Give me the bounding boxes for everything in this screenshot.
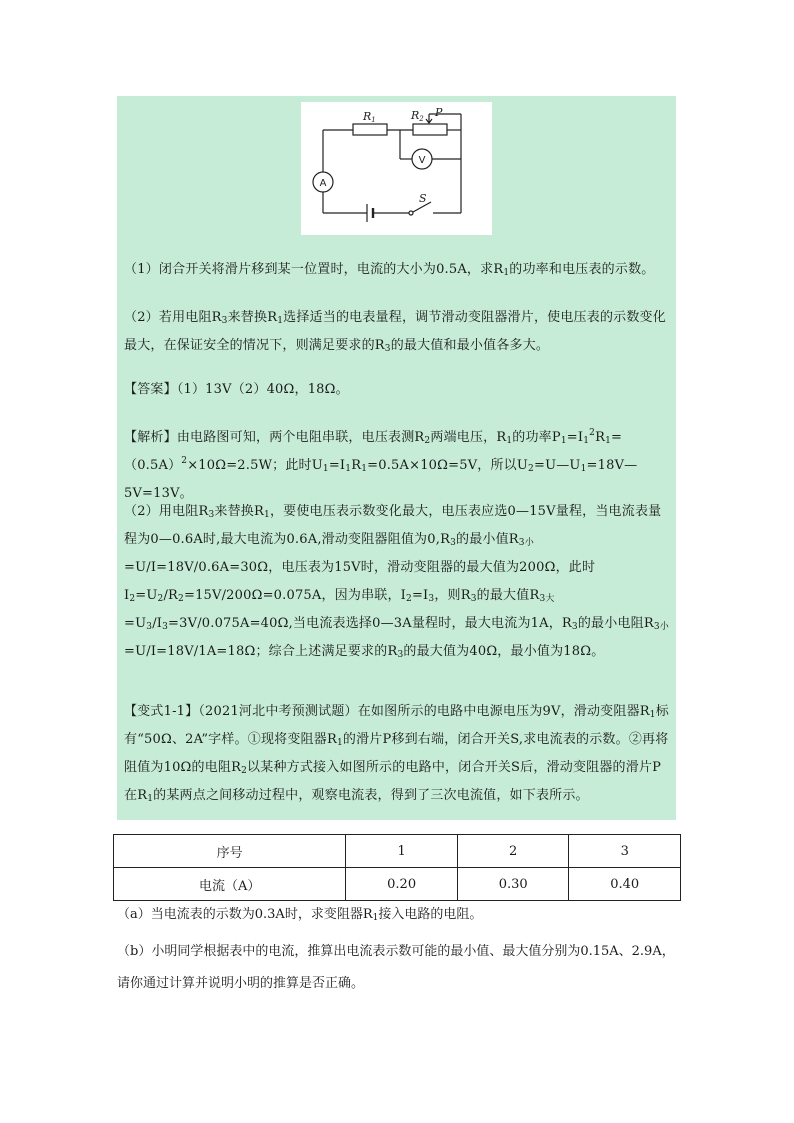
table-cell: 1 [346,835,458,868]
sub-question-b: （b）小明同学根据表中的电流，推算出电流表示数可能的最小值、最大值分别为0.15A、2.9A，请你通过计算并说明小明的推算是否正确。 [117,944,675,991]
label-v: V [418,155,426,166]
analysis-part-2: （2）用电阻$R_3$来替换$R_1$，要使电压表示数变化最大，电压表应选0—15V量程，当电流表量程为0—0.6A时,最大电流为0.6A,滑动变阻器阻值为$0,R_3$的最小值$R_{3小}=U/I=18V/0.6A=30\Omega$，电压表为15V时，滑动变阻器的最大值为200Ω，此时$I_2=U_2/R_2=15V/200\Omega=0.075A$，因为串联，$I_2=I_3$，则$R_3$的最大值$R_{3大}=U_3/I_3=3V/0.075A=40\Omega$,当电流表选择0—3A量程时，最大电流为1A，$R_3$的最小电阻$R_{3小}=U/I=18V/1A=18\Omega$；综合上述满足要求的$R_3$的最大值为40Ω，最小值为18Ω。 [124,504,669,660]
table-cell: 序号 [114,835,346,868]
circuit-svg [301,102,492,235]
rheostat-r2 [413,124,447,135]
analysis-part-1: 【解析】由电路图可知，两个电阻串联，电压表测$R_2$两端电压，$R_1$的功率$P_1=I_1^2R_1=(0.5A)^2\times 10\Omega=2.5W$；此时$U_1=I_1R_1=0.5A\times 10\Omega=5V$，所以$U_2=U—U_1=18V—5V=13V$。 [124,428,638,501]
label-r2: R2 [411,109,424,123]
table-cell: 0.40 [569,868,681,901]
table-cell: 0.20 [346,868,458,901]
table-row [114,868,681,901]
label-s: S [419,192,427,205]
table-cell: 3 [569,835,681,868]
table-cell: 0.30 [457,868,569,901]
table-cell: 电流（A） [114,868,346,901]
label-p: P [435,106,443,119]
label-r1: R1 [363,110,376,124]
label-a: A [319,178,327,189]
variant-question: 【变式1-1】（2021河北中考预测试题）在如图所示的电路中电源电压为9V，滑动变阻器$R_1$标有“50Ω、2A”字样。①现将变阻器$R_1$的滑片P移到右端，闭合开关S,求电流表的示数。②再将阻值为10Ω的电阻$R_2$以某种方式接入如图所示的电路中，闭合开关S后，滑动变阻器的滑片P在$R_1$的某两点之间移动过程中，观察电流表，得到了三次电流值，如下表所示。 [124,704,669,804]
current-table [113,834,681,901]
question-1: （1）闭合开关将滑片移到某一位置时，电流的大小为0.5A，求$R_1$的功率和电压表的示数。 [124,262,655,278]
answer: 【答案】（1）13V（2）40Ω，18Ω。 [124,382,349,397]
table-cell: 2 [457,835,569,868]
question-2: （2）若用电阻$R_3$来替换$R_1$选择适当的电表量程，调节滑动变阻器滑片，使电压表的示数变化最大，在保证安全的情况下，则满足要求的$R_3$的最大值和最小值各多大。 [124,310,666,354]
resistor-r1 [353,124,387,135]
circuit-diagram [301,102,492,235]
sub-question-a: （a）当电流表的示数为0.3A时，求变阻器$R_1$接入电路的电阻。 [117,907,483,923]
table-header-row [114,835,681,868]
